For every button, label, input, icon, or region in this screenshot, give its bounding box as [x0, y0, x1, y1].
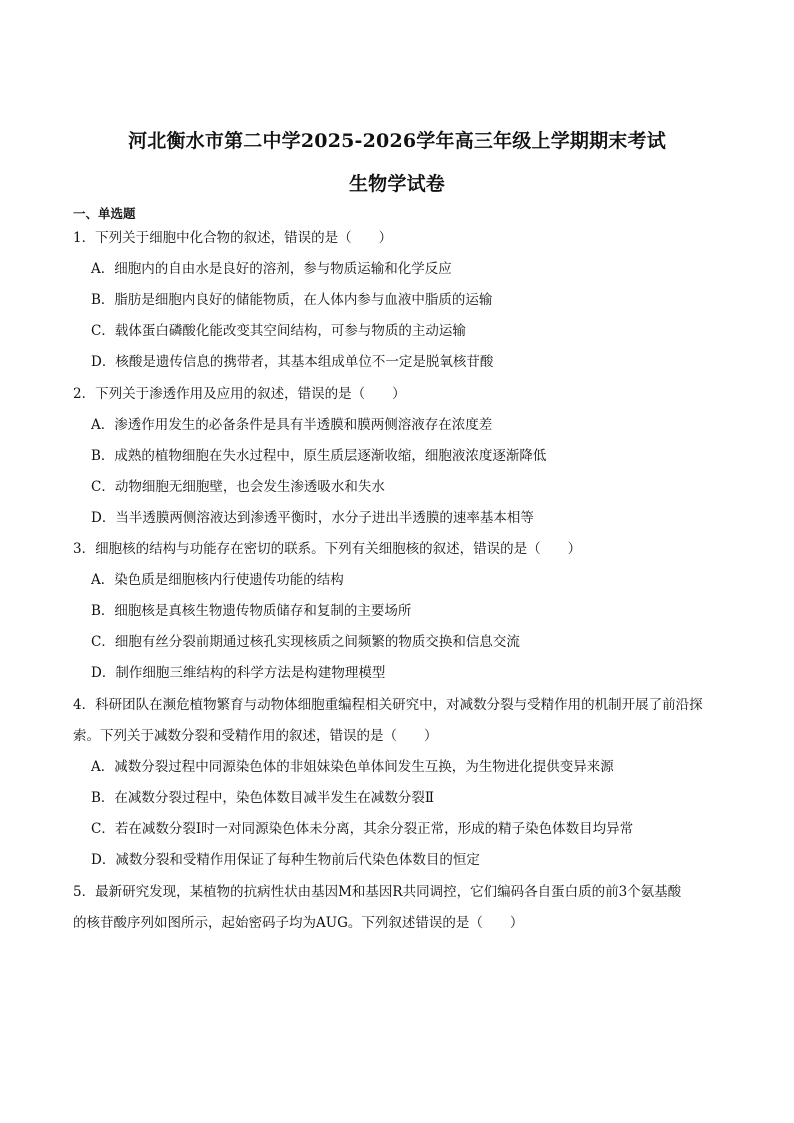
question-4-stem-line-2: 索。下列关于减数分裂和受精作用的叙述，错误的是（ ）: [73, 728, 438, 744]
question-3-option-d: D．制作细胞三维结构的科学方法是构建物理模型: [91, 665, 386, 681]
question-1-option-a: A．细胞内的自由水是良好的溶剂，参与物质运输和化学反应: [91, 261, 452, 277]
question-2-option-a: A．渗透作用发生的必备条件是具有半透膜和膜两侧溶液存在浓度差: [91, 417, 493, 433]
question-3-option-a: A．染色质是细胞核内行使遗传功能的结构: [91, 572, 344, 588]
question-2-option-c: C．动物细胞无细胞壁，也会发生渗透吸水和失水: [91, 479, 385, 495]
section-heading: 一、单选题: [73, 206, 136, 221]
question-3-option-c: C．细胞有丝分裂前期通过核孔实现核质之间频繁的物质交换和信息交流: [91, 634, 520, 650]
question-4-option-d: D．减数分裂和受精作用保证了每种生物前后代染色体数目的恒定: [91, 852, 480, 868]
question-1-option-d: D．核酸是遗传信息的携带者，其基本组成单位不一定是脱氧核苷酸: [91, 354, 494, 370]
question-4-option-b: B．在减数分裂过程中，染色体数目减半发生在减数分裂Ⅱ: [91, 790, 435, 806]
question-4-option-c: C．若在减数分裂Ⅰ时一对同源染色体未分离，其余分裂正常，形成的精子染色体数目均异常: [91, 821, 634, 837]
question-4-stem-line-1: 4．科研团队在濒危植物繁育与动物体细胞重编程相关研究中，对减数分裂与受精作用的机制开展了前沿探: [73, 697, 703, 713]
question-2-stem: 2．下列关于渗透作用及应用的叙述，错误的是（ ）: [73, 386, 406, 402]
question-2-option-d: D．当半透膜两侧溶液达到渗透平衡时，水分子进出半透膜的速率基本相等: [91, 510, 534, 526]
question-5-stem-line-1: 5．最新研究发现，某植物的抗病性状由基因M和基因R共同调控，它们编码各自蛋白质的前3个氨基酸: [73, 884, 682, 900]
question-2-option-b: B．成熟的植物细胞在失水过程中，原生质层逐渐收缩，细胞液浓度逐渐降低: [91, 448, 547, 464]
question-1-stem: 1．下列关于细胞中化合物的叙述，错误的是（ ）: [73, 230, 393, 246]
question-4-option-a: A．减数分裂过程中同源染色体的非姐妹染色单体间发生互换，为生物进化提供变异来源: [91, 759, 614, 775]
exam-subtitle: 生物学试卷: [348, 173, 445, 195]
question-3-option-b: B．细胞核是真核生物遗传物质储存和复制的主要场所: [91, 603, 412, 619]
exam-title: 河北衡水市第二中学2025-2026学年高三年级上学期期末考试: [128, 130, 666, 152]
question-5-stem-line-2: 的核苷酸序列如图所示，起始密码子均为AUG。下列叙述错误的是（ ）: [73, 915, 524, 931]
question-3-stem: 3．细胞核的结构与功能存在密切的联系。下列有关细胞核的叙述，错误的是（ ）: [73, 541, 582, 557]
question-1-option-c: C．载体蛋白磷酸化能改变其空间结构，可参与物质的主动运输: [91, 323, 466, 339]
question-1-option-b: B．脂肪是细胞内良好的储能物质，在人体内参与血液中脂质的运输: [91, 292, 493, 308]
